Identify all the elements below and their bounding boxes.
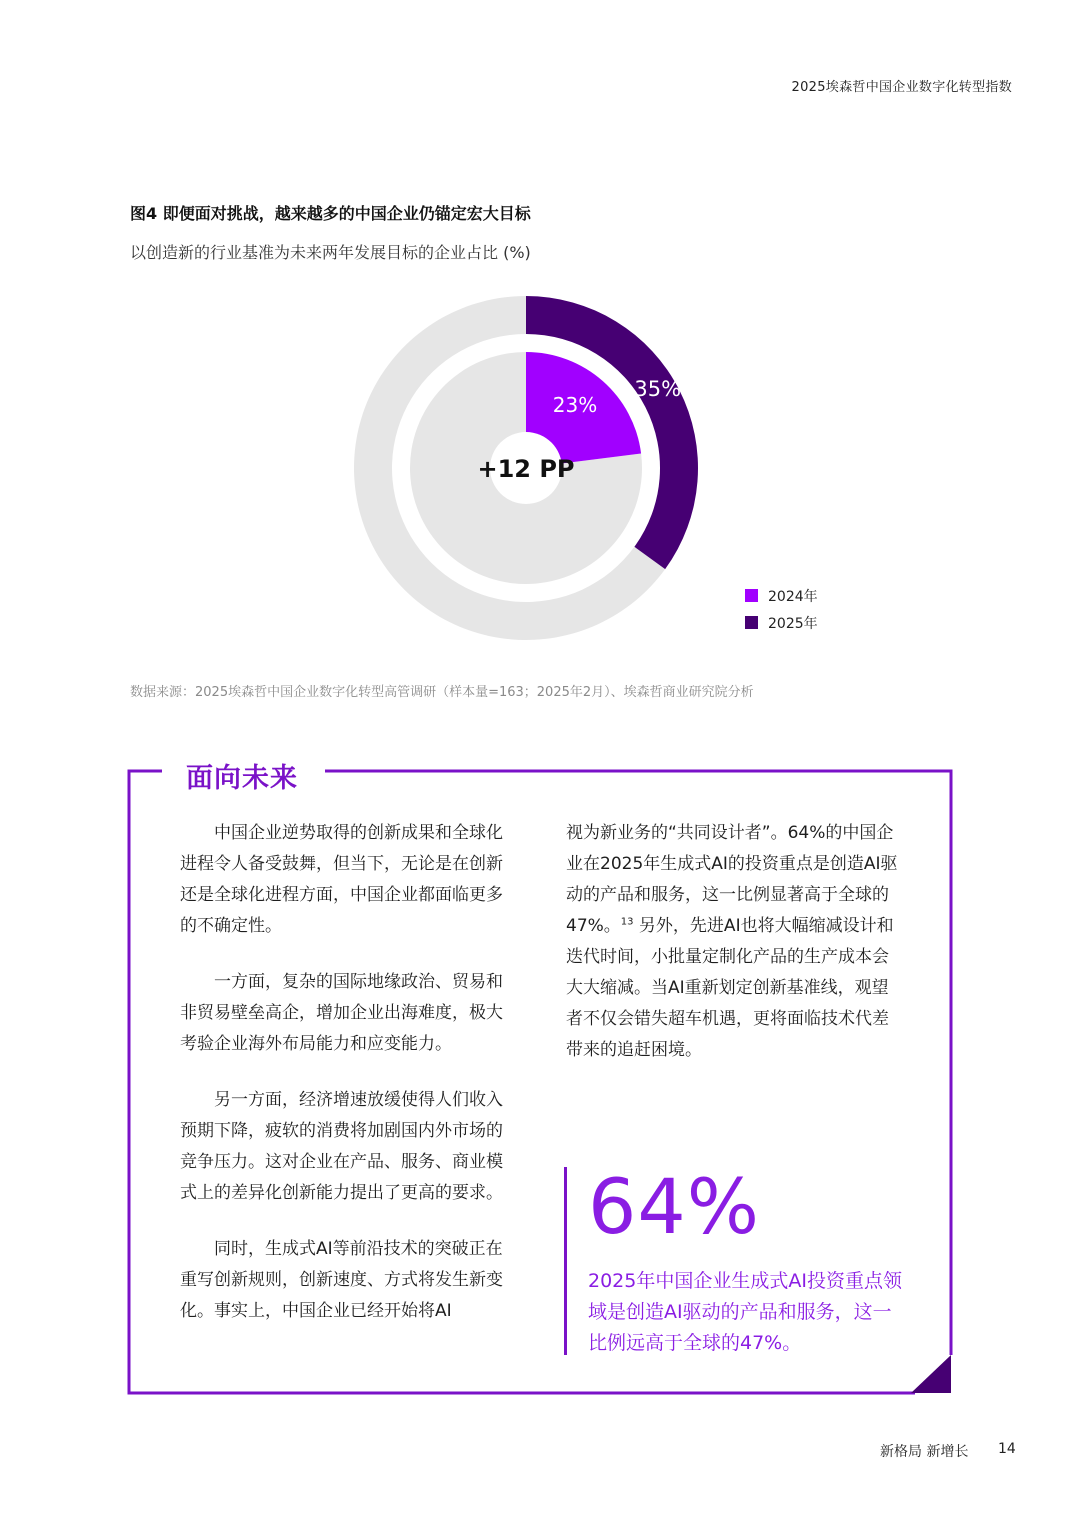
figure-title: 图4 即便面对挑战，越来越多的中国企业仍锚定宏大目标 xyxy=(130,204,531,223)
data-label-2024: 23% xyxy=(552,392,598,417)
left-column xyxy=(180,818,514,1352)
callout-text: 2025年中国企业生成式AI投资重点领域是创造AI驱动的产品和服务，这一比例远高于全球的47%。 xyxy=(588,1270,902,1354)
legend-label-2024: 2024年 xyxy=(768,588,818,605)
legend-swatch-2024 xyxy=(745,589,758,602)
paragraph-part-b: 另外，先进AI也将大幅缩减设计和迭代时间，小批量定制化产品的生产成本会大大缩减。当AI重新划定创新基准线，观望者不仅会错失超车机遇，更将面临技术代差带来的追赶困境。 xyxy=(566,916,894,1060)
figure-subtitle: 以创造新的行业基准为未来两年发展目标的企业占比 (%) xyxy=(130,243,531,262)
paragraph: 另一方面，经济增速放缓使得人们收入预期下降，疲软的消费将加剧国内外市场的竞争压力。这对企业在产品、服务、商业模式上的差异化创新能力提出了更高的要求。 xyxy=(180,1090,503,1203)
legend-item-2024 xyxy=(745,582,818,609)
footer-title: 新格局 新增长 xyxy=(880,1444,969,1460)
right-column xyxy=(566,818,904,1091)
data-label-2025: 35% xyxy=(634,377,682,402)
section-title: 面向未来 xyxy=(186,763,298,794)
frame-corner-triangle xyxy=(911,1355,951,1393)
legend-item-2025 xyxy=(745,609,818,636)
paragraph: 一方面，复杂的国际地缘政治、贸易和非贸易壁垒高企，增加企业出海难度，极大考验企业海外布局能力和应变能力。 xyxy=(180,972,503,1054)
data-source-note: 数据来源：2025埃森哲中国企业数字化转型高管调研（样本量=163；2025年2月）、埃森哲商业研究院分析 xyxy=(130,685,754,700)
callout-accent-bar xyxy=(564,1167,567,1355)
paragraph: 中国企业逆势取得的创新成果和全球化进程令人备受鼓舞，但当下，无论是在创新还是全球化进程方面，中国企业都面临更多的不确定性。 xyxy=(180,823,503,936)
donut-chart xyxy=(350,292,702,644)
chart-legend xyxy=(745,582,818,636)
center-label: +12 PP xyxy=(477,455,575,483)
callout-number: 64% xyxy=(588,1162,760,1251)
paragraph: 同时，生成式AI等前沿技术的突破正在重写创新规则，创新速度、方式将发生新变化。事实上，中国企业已经开始将AI xyxy=(180,1239,503,1321)
running-header: 2025埃森哲中国企业数字化转型指数 xyxy=(791,80,1012,95)
page-number: 14 xyxy=(998,1441,1016,1457)
paragraph xyxy=(566,818,904,1066)
legend-label-2025: 2025年 xyxy=(768,615,818,632)
footnote-marker: 13 xyxy=(620,916,634,928)
paragraph-part-a: 视为新业务的“共同设计者”。64%的中国企业在2025年生成式AI的投资重点是创造AI驱动的产品和服务，这一比例显著高于全球的47%。 xyxy=(566,823,898,936)
legend-swatch-2025 xyxy=(745,616,758,629)
